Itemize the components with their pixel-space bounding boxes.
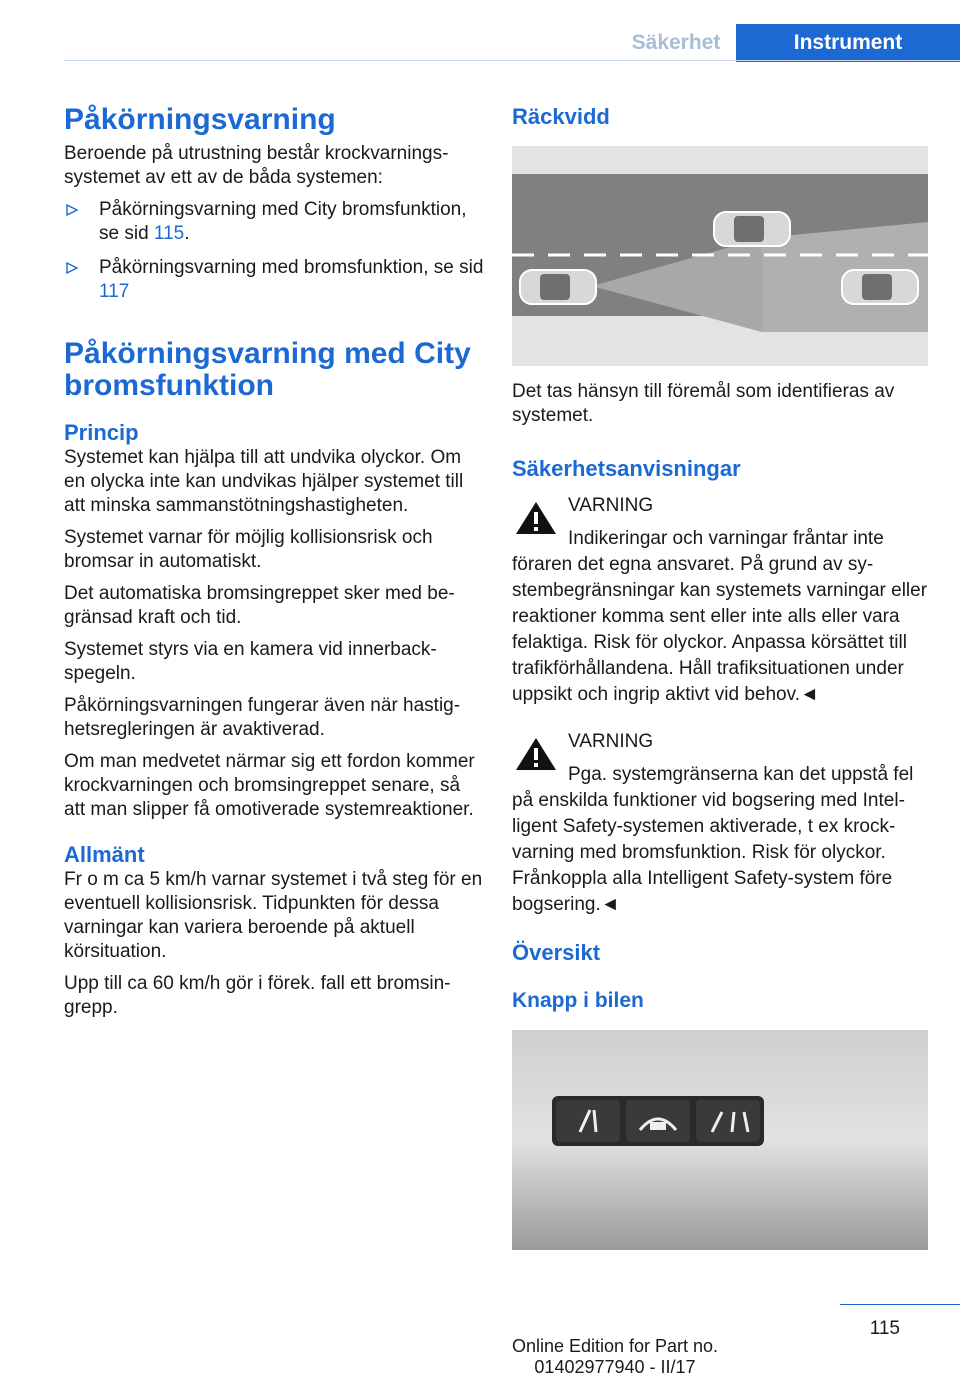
allmant-heading: Allmänt (64, 842, 145, 867)
knapp-heading: Knapp i bilen (512, 989, 644, 1012)
list-item-text: Påkörningsvarning med bromsfunktion, se sid (99, 257, 484, 278)
road-range-graphic (512, 146, 928, 366)
rackvidd-heading: Räckvidd (512, 104, 610, 129)
triangle-bullet-icon (66, 262, 78, 274)
warning-triangle-icon (512, 734, 560, 774)
page-link-117[interactable]: 117 (99, 281, 130, 302)
safety-heading: Säkerhetsanvisningar (512, 456, 741, 481)
right-column (512, 100, 928, 1250)
warning-title: VARNING (568, 495, 654, 516)
header-divider (64, 60, 960, 61)
paragraph: Om man medvetet närmar sig ett fordon kommer krockvarningen och bromsingreppet senare, så att man slipper få omotiverade systemreaktioner. (64, 751, 475, 820)
warning-text: Indikeringar och varningar fråntar inte föraren det egna ansvaret. På grund av systembegränsningar kan systemets varningar eller reaktioner komma sent eller inte alls eller vara felaktiga. Risk för olyckor. Anpassa körsättet till trafikförhållandena. Håll trafiksituationen under uppsikt och ingrip aktivt vid behov.◄ (512, 528, 928, 705)
tab-sakerhet[interactable]: Säkerhet (631, 31, 721, 54)
left-column (64, 100, 484, 1028)
paragraph: Systemet kan hjälpa till att undvika olyckor. Om en olycka inte kan undvikas hjälper systemet till att minska sammanstötningshastigheten. (64, 447, 464, 516)
paragraph: Upp till ca 60 km/h gör i förek. fall ett bromsingrepp. (64, 973, 451, 1018)
triangle-bullet-icon (66, 204, 78, 216)
own-car-icon (520, 270, 596, 304)
system-list (64, 198, 484, 304)
car-ahead-icon (842, 270, 918, 304)
paragraph: Påkörningsvarningen fungerar även när hastighetsregleringen är avaktiverad. (64, 695, 461, 740)
button-photo (512, 1030, 928, 1250)
page-number: 115 (869, 1318, 900, 1339)
car-buttons-graphic (512, 1030, 928, 1250)
list-item-text: Påkörningsvarning med City bromsfunktion, se sid (99, 199, 467, 244)
paragraph: Det automatiska bromsingreppet sker med begränsad kraft och tid. (64, 583, 455, 628)
list-item (64, 198, 484, 246)
warning-triangle-icon (512, 498, 560, 538)
princip-heading: Princip (64, 420, 139, 445)
paragraph: Systemet varnar för möjlig kollisionsrisk och bromsar in automatiskt. (64, 527, 433, 572)
warning-block (512, 730, 928, 918)
car-front-icon (714, 212, 790, 246)
warning-text: Pga. systemgränserna kan det uppstå fel på enskilda funktioner vid bogsering med Intelligent Safety-systemen aktiverade, t ex krockvarning med bromsfunktion. Risk för olyckor. Frånkoppla alla Intelligent Safety-system före bogsering.◄ (512, 764, 914, 915)
pedestrian-warning-button-icon (556, 1100, 620, 1142)
collision-warning-button-icon (626, 1100, 690, 1142)
page-link-115[interactable]: 115 (153, 223, 185, 244)
range-illustration (512, 146, 928, 366)
page-title: Påkörningsvarning (64, 103, 336, 136)
paragraph: Fr o m ca 5 km/h varnar systemet i två steg för en eventuell kollisionsrisk. Tidpunkten för dessa varningar kan variera beroende på aktuell körsituation. (64, 869, 483, 962)
range-caption: Det tas hänsyn till föremål som identifieras av systemet. (512, 381, 895, 426)
section-title: Påkörningsvarning med City bromsfunktion (64, 337, 471, 402)
footer-divider (840, 1304, 960, 1305)
oversikt-heading: Översikt (512, 940, 601, 965)
list-item (64, 256, 484, 304)
paragraph: Systemet styrs via en kamera vid innerbackspegeln. (64, 639, 437, 684)
warning-block (512, 494, 928, 708)
intro-paragraph: Beroende på utrustning består krockvarningssystemet av ett av de båda systemen: (64, 143, 449, 188)
tab-instrument[interactable]: Instrument (736, 24, 960, 62)
lane-warning-button-icon (696, 1100, 760, 1142)
list-item-end: . (184, 223, 190, 244)
edition-footer: Online Edition for Part no. 01402977940 - II/17 (511, 1336, 719, 1377)
warning-title: VARNING (568, 731, 654, 752)
